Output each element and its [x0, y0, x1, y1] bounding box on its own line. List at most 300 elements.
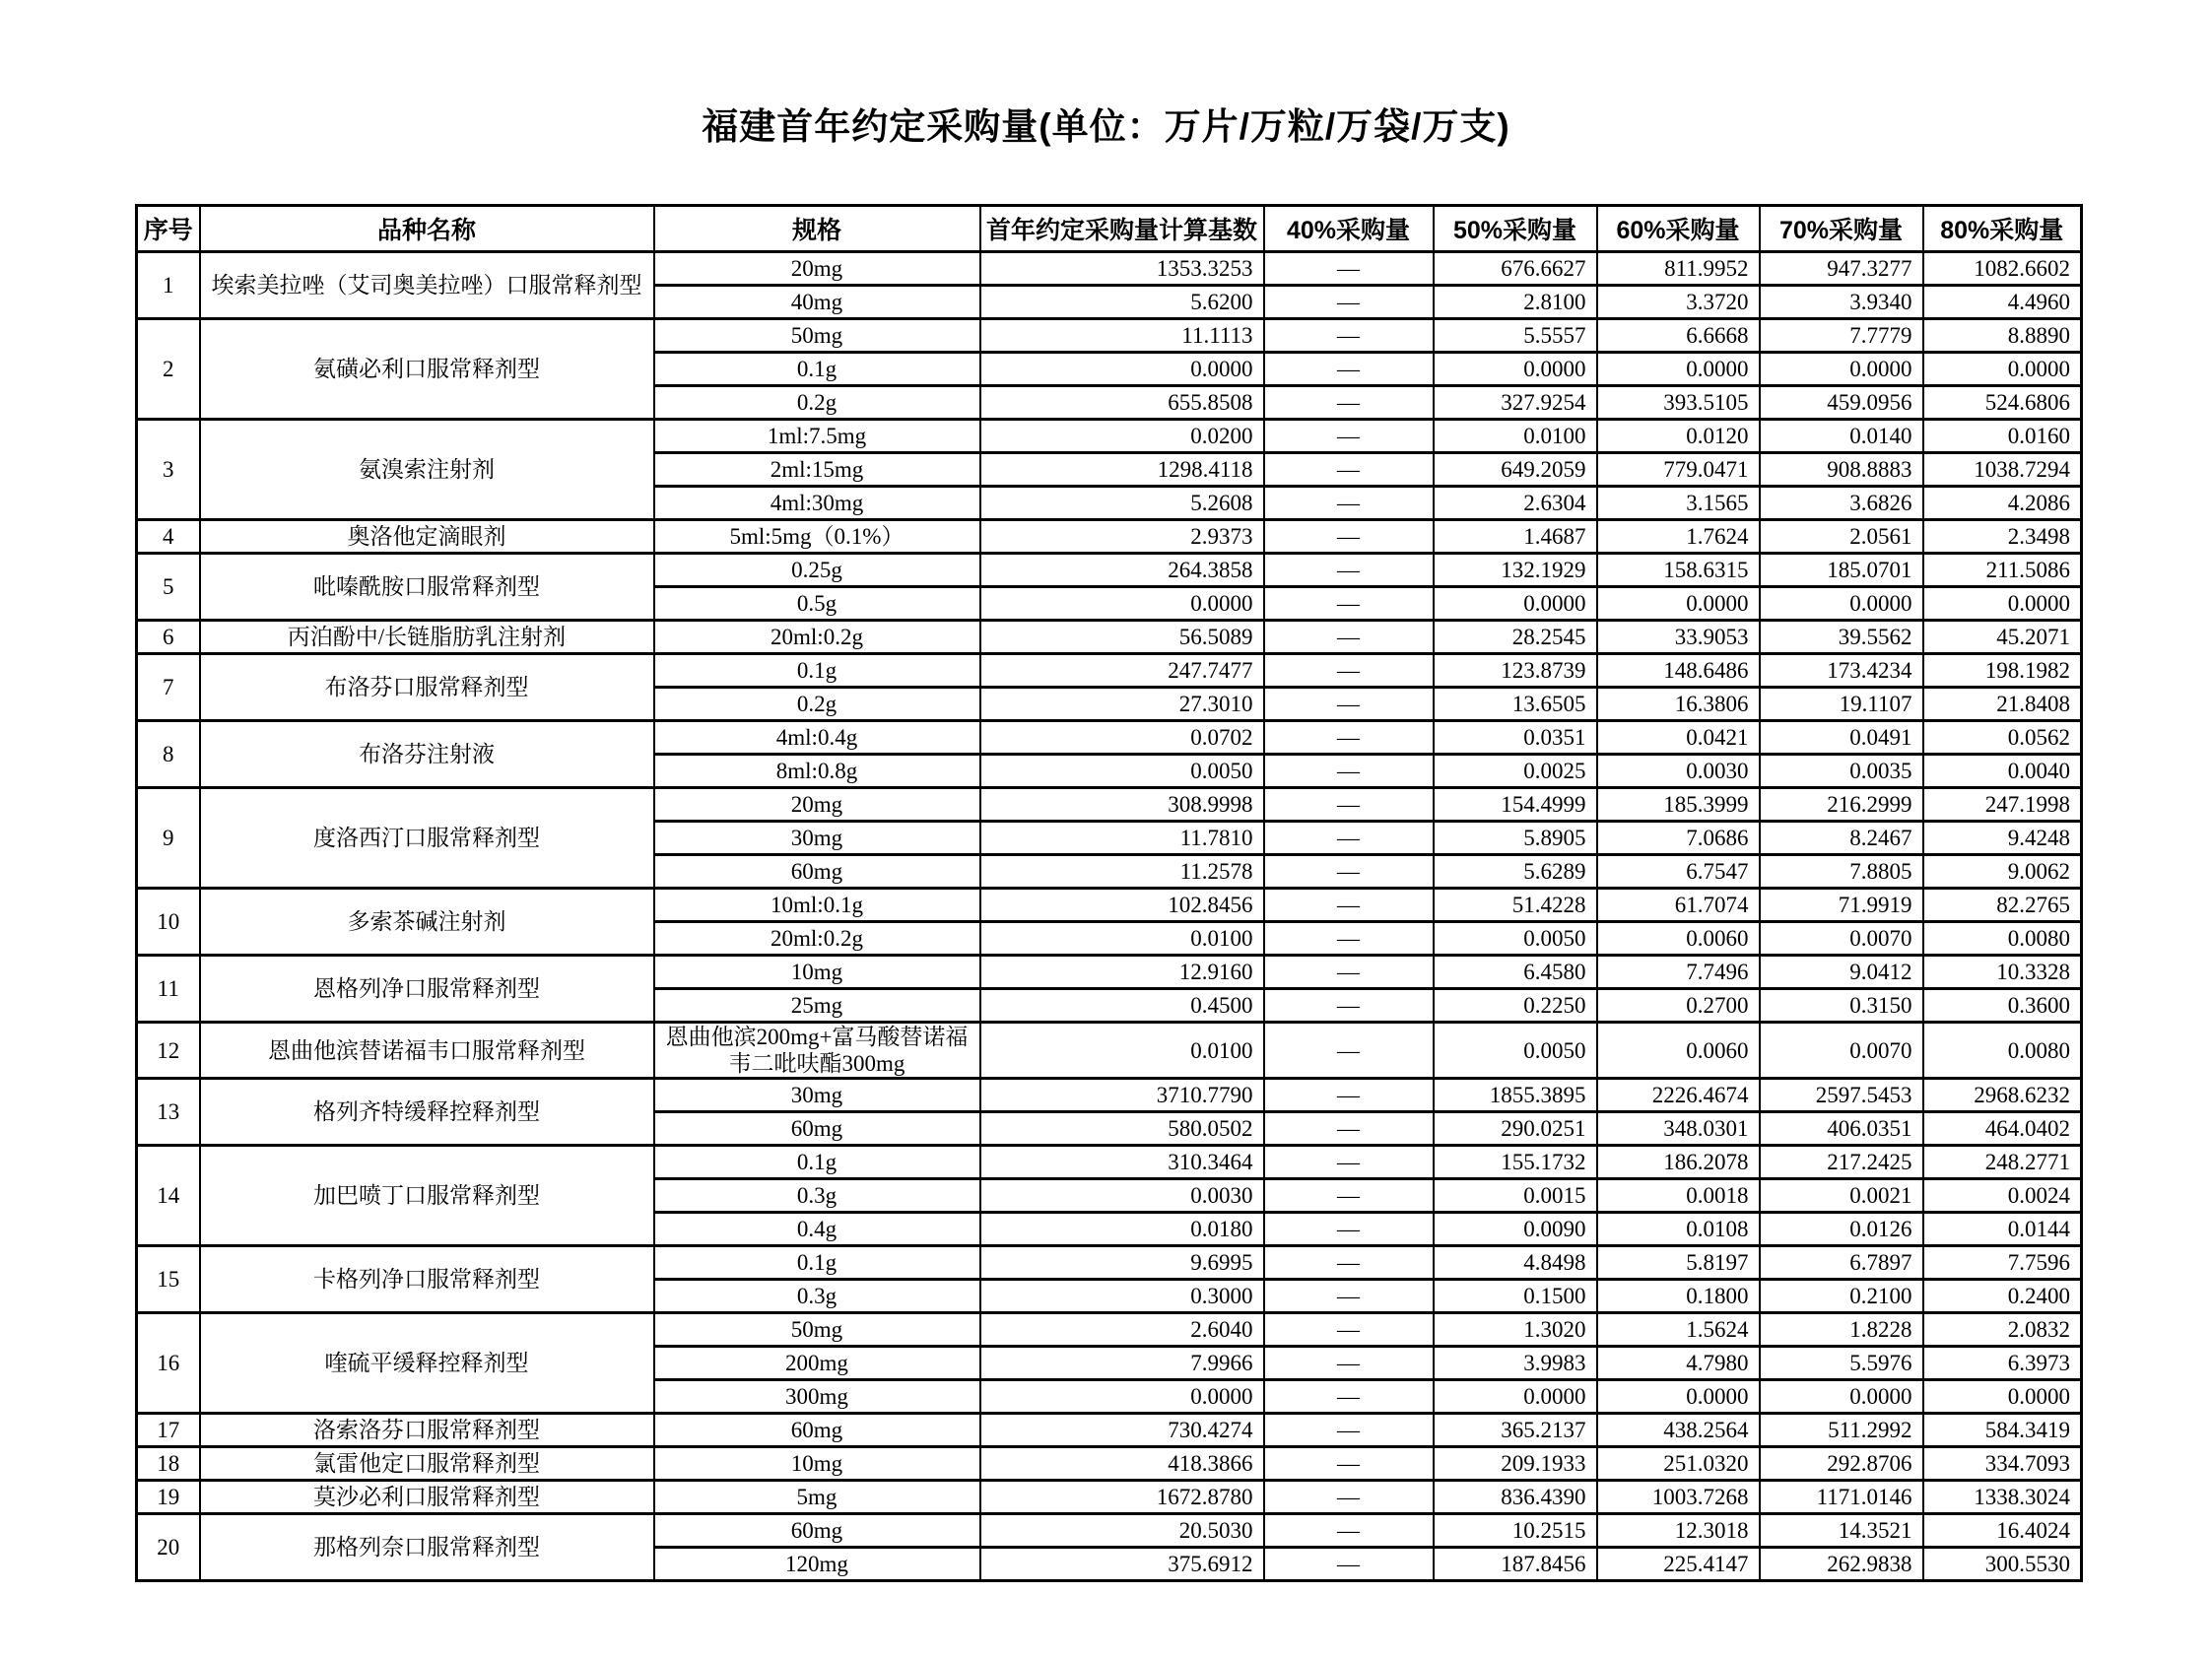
product-name: 恩曲他滨替诺福韦口服常释剂型: [200, 1023, 654, 1079]
pct50-cell: 28.2545: [1434, 621, 1597, 654]
pct60-cell: 0.0018: [1597, 1179, 1760, 1213]
base-quantity-cell: 0.0000: [980, 1380, 1264, 1414]
pct40-cell: —: [1264, 755, 1434, 788]
pct70-cell: 0.0000: [1760, 587, 1923, 621]
spec-cell: 20ml:0.2g: [654, 621, 980, 654]
base-quantity-cell: 5.2608: [980, 487, 1264, 520]
document-page: [0, 97, 2212, 1660]
spec-cell: 恩曲他滨200mg+富马酸替诺福韦二吡呋酯300mg: [654, 1023, 980, 1079]
pct50-cell: 5.5557: [1434, 319, 1597, 353]
spec-cell: 25mg: [654, 989, 980, 1023]
pct80-cell: 211.5086: [1923, 554, 2082, 587]
base-quantity-cell: 0.0050: [980, 755, 1264, 788]
pct70-cell: 947.3277: [1760, 252, 1923, 286]
page-title: 福建首年约定采购量(单位：万片/万粒/万袋/万支): [702, 106, 1510, 147]
pct80-cell: 0.0000: [1923, 353, 2082, 386]
pct50-cell: 51.4228: [1434, 889, 1597, 922]
row-index: 19: [137, 1481, 200, 1514]
pct40-cell: —: [1264, 520, 1434, 554]
pct40-cell: —: [1264, 252, 1434, 286]
base-quantity-cell: 11.7810: [980, 822, 1264, 855]
base-quantity-cell: 308.9998: [980, 788, 1264, 822]
spec-cell: 5mg: [654, 1481, 980, 1514]
base-quantity-cell: 11.2578: [980, 855, 1264, 889]
pct60-cell: 0.2700: [1597, 989, 1760, 1023]
row-index: 11: [137, 956, 200, 1023]
pct70-cell: 0.0140: [1760, 420, 1923, 453]
pct40-cell: —: [1264, 788, 1434, 822]
row-index: 7: [137, 654, 200, 721]
pct80-cell: 2.3498: [1923, 520, 2082, 554]
pct50-cell: 0.0100: [1434, 420, 1597, 453]
table-row: [137, 1023, 2082, 1079]
table-row: [137, 1146, 2082, 1179]
spec-cell: 10mg: [654, 1447, 980, 1481]
pct70-cell: 173.4234: [1760, 654, 1923, 688]
pct40-cell: —: [1264, 1079, 1434, 1112]
pct40-cell: —: [1264, 855, 1434, 889]
table-row: [137, 252, 2082, 286]
base-quantity-cell: 7.9966: [980, 1347, 1264, 1380]
pct40-cell: —: [1264, 453, 1434, 487]
table-body: [137, 252, 2082, 1581]
base-quantity-cell: 2.6040: [980, 1313, 1264, 1347]
column-header-60pct: 60%采购量: [1597, 206, 1760, 252]
pct60-cell: 0.0108: [1597, 1213, 1760, 1246]
product-name: 氨磺必利口服常释剂型: [200, 319, 654, 420]
product-name: 加巴喷丁口服常释剂型: [200, 1146, 654, 1246]
pct80-cell: 21.8408: [1923, 688, 2082, 721]
pct80-cell: 464.0402: [1923, 1112, 2082, 1146]
base-quantity-cell: 2.9373: [980, 520, 1264, 554]
pct40-cell: —: [1264, 922, 1434, 956]
base-quantity-cell: 580.0502: [980, 1112, 1264, 1146]
row-index: 15: [137, 1246, 200, 1313]
pct70-cell: 7.8805: [1760, 855, 1923, 889]
spec-cell: 60mg: [654, 855, 980, 889]
pct70-cell: 292.8706: [1760, 1447, 1923, 1481]
pct60-cell: 6.7547: [1597, 855, 1760, 889]
spec-cell: 0.1g: [654, 1246, 980, 1280]
pct60-cell: 393.5105: [1597, 386, 1760, 420]
pct50-cell: 132.1929: [1434, 554, 1597, 587]
pct70-cell: 0.3150: [1760, 989, 1923, 1023]
pct70-cell: 0.0000: [1760, 353, 1923, 386]
base-quantity-cell: 0.0100: [980, 922, 1264, 956]
row-index: 9: [137, 788, 200, 889]
row-index: 14: [137, 1146, 200, 1246]
table-row: [137, 1246, 2082, 1280]
pct50-cell: 0.0090: [1434, 1213, 1597, 1246]
pct40-cell: —: [1264, 1246, 1434, 1280]
pct80-cell: 82.2765: [1923, 889, 2082, 922]
pct70-cell: 6.7897: [1760, 1246, 1923, 1280]
pct60-cell: 0.0000: [1597, 587, 1760, 621]
pct60-cell: 61.7074: [1597, 889, 1760, 922]
base-quantity-cell: 0.3000: [980, 1280, 1264, 1313]
spec-cell: 0.2g: [654, 386, 980, 420]
pct50-cell: 836.4390: [1434, 1481, 1597, 1514]
pct50-cell: 0.0050: [1434, 1023, 1597, 1079]
pct80-cell: 0.2400: [1923, 1280, 2082, 1313]
pct80-cell: 16.4024: [1923, 1514, 2082, 1548]
pct80-cell: 7.7596: [1923, 1246, 2082, 1280]
row-index: 18: [137, 1447, 200, 1481]
pct40-cell: —: [1264, 1514, 1434, 1548]
pct50-cell: 0.0000: [1434, 1380, 1597, 1414]
base-quantity-cell: 0.4500: [980, 989, 1264, 1023]
pct50-cell: 0.0050: [1434, 922, 1597, 956]
pct70-cell: 217.2425: [1760, 1146, 1923, 1179]
base-quantity-cell: 1353.3253: [980, 252, 1264, 286]
pct80-cell: 45.2071: [1923, 621, 2082, 654]
spec-cell: 60mg: [654, 1514, 980, 1548]
product-name: 那格列奈口服常释剂型: [200, 1514, 654, 1581]
spec-cell: 0.1g: [654, 654, 980, 688]
pct60-cell: 0.0060: [1597, 922, 1760, 956]
pct80-cell: 1038.7294: [1923, 453, 2082, 487]
pct50-cell: 365.2137: [1434, 1414, 1597, 1447]
pct70-cell: 3.6826: [1760, 487, 1923, 520]
table-row: [137, 889, 2082, 922]
base-quantity-cell: 375.6912: [980, 1548, 1264, 1581]
pct80-cell: 198.1982: [1923, 654, 2082, 688]
pct40-cell: —: [1264, 822, 1434, 855]
pct50-cell: 0.2250: [1434, 989, 1597, 1023]
pct40-cell: —: [1264, 989, 1434, 1023]
pct60-cell: 185.3999: [1597, 788, 1760, 822]
pct60-cell: 148.6486: [1597, 654, 1760, 688]
pct70-cell: 511.2992: [1760, 1414, 1923, 1447]
pct50-cell: 0.0351: [1434, 721, 1597, 755]
base-quantity-cell: 9.6995: [980, 1246, 1264, 1280]
pct40-cell: —: [1264, 1414, 1434, 1447]
base-quantity-cell: 56.5089: [980, 621, 1264, 654]
pct70-cell: 9.0412: [1760, 956, 1923, 989]
pct40-cell: —: [1264, 1280, 1434, 1313]
column-header-70pct: 70%采购量: [1760, 206, 1923, 252]
spec-cell: 30mg: [654, 1079, 980, 1112]
product-name: 恩格列净口服常释剂型: [200, 956, 654, 1023]
pct40-cell: —: [1264, 721, 1434, 755]
product-name: 吡嗪酰胺口服常释剂型: [200, 554, 654, 621]
table-row: [137, 1481, 2082, 1514]
row-index: 10: [137, 889, 200, 956]
pct70-cell: 0.0000: [1760, 1380, 1923, 1414]
pct50-cell: 676.6627: [1434, 252, 1597, 286]
pct40-cell: —: [1264, 386, 1434, 420]
pct60-cell: 16.3806: [1597, 688, 1760, 721]
base-quantity-cell: 3710.7790: [980, 1079, 1264, 1112]
pct40-cell: —: [1264, 621, 1434, 654]
row-index: 12: [137, 1023, 200, 1079]
product-name: 布洛芬口服常释剂型: [200, 654, 654, 721]
spec-cell: 50mg: [654, 1313, 980, 1347]
pct50-cell: 0.0025: [1434, 755, 1597, 788]
table-row: [137, 1447, 2082, 1481]
pct60-cell: 1003.7268: [1597, 1481, 1760, 1514]
pct70-cell: 406.0351: [1760, 1112, 1923, 1146]
base-quantity-cell: 20.5030: [980, 1514, 1264, 1548]
row-index: 3: [137, 420, 200, 520]
pct80-cell: 0.0160: [1923, 420, 2082, 453]
pct40-cell: —: [1264, 420, 1434, 453]
pct70-cell: 5.5976: [1760, 1347, 1923, 1380]
pct60-cell: 1.5624: [1597, 1313, 1760, 1347]
pct70-cell: 459.0956: [1760, 386, 1923, 420]
base-quantity-cell: 0.0180: [980, 1213, 1264, 1246]
pct60-cell: 438.2564: [1597, 1414, 1760, 1447]
pct40-cell: —: [1264, 1023, 1434, 1079]
pct60-cell: 186.2078: [1597, 1146, 1760, 1179]
pct40-cell: —: [1264, 1481, 1434, 1514]
pct80-cell: 0.0000: [1923, 1380, 2082, 1414]
spec-cell: 60mg: [654, 1414, 980, 1447]
column-header-50pct: 50%采购量: [1434, 206, 1597, 252]
row-index: 16: [137, 1313, 200, 1414]
pct70-cell: 0.0491: [1760, 721, 1923, 755]
spec-cell: 8ml:0.8g: [654, 755, 980, 788]
spec-cell: 4ml:30mg: [654, 487, 980, 520]
pct70-cell: 0.0126: [1760, 1213, 1923, 1246]
pct40-cell: —: [1264, 1179, 1434, 1213]
table-row: [137, 654, 2082, 688]
pct80-cell: 0.0080: [1923, 1023, 2082, 1079]
pct60-cell: 158.6315: [1597, 554, 1760, 587]
pct60-cell: 0.0000: [1597, 1380, 1760, 1414]
pct70-cell: 71.9919: [1760, 889, 1923, 922]
row-index: 4: [137, 520, 200, 554]
pct50-cell: 5.6289: [1434, 855, 1597, 889]
base-quantity-cell: 27.3010: [980, 688, 1264, 721]
base-quantity-cell: 264.3858: [980, 554, 1264, 587]
base-quantity-cell: 5.6200: [980, 286, 1264, 319]
pct70-cell: 0.2100: [1760, 1280, 1923, 1313]
pct80-cell: 4.2086: [1923, 487, 2082, 520]
pct60-cell: 4.7980: [1597, 1347, 1760, 1380]
pct50-cell: 327.9254: [1434, 386, 1597, 420]
base-quantity-cell: 0.0702: [980, 721, 1264, 755]
base-quantity-cell: 12.9160: [980, 956, 1264, 989]
product-name: 丙泊酚中/长链脂肪乳注射剂: [200, 621, 654, 654]
spec-cell: 300mg: [654, 1380, 980, 1414]
spec-cell: 0.1g: [654, 353, 980, 386]
pct50-cell: 123.8739: [1434, 654, 1597, 688]
table-row: [137, 1313, 2082, 1347]
pct60-cell: 1.7624: [1597, 520, 1760, 554]
pct60-cell: 3.1565: [1597, 487, 1760, 520]
pct60-cell: 348.0301: [1597, 1112, 1760, 1146]
pct50-cell: 209.1933: [1434, 1447, 1597, 1481]
pct40-cell: —: [1264, 1447, 1434, 1481]
spec-cell: 10mg: [654, 956, 980, 989]
pct40-cell: —: [1264, 1347, 1434, 1380]
pct50-cell: 6.4580: [1434, 956, 1597, 989]
pct80-cell: 300.5530: [1923, 1548, 2082, 1581]
pct60-cell: 0.0030: [1597, 755, 1760, 788]
pct40-cell: —: [1264, 1112, 1434, 1146]
pct40-cell: —: [1264, 688, 1434, 721]
product-name: 格列齐特缓释控释剂型: [200, 1079, 654, 1146]
pct60-cell: 0.0000: [1597, 353, 1760, 386]
pct40-cell: —: [1264, 319, 1434, 353]
row-index: 8: [137, 721, 200, 788]
pct40-cell: —: [1264, 487, 1434, 520]
pct70-cell: 185.0701: [1760, 554, 1923, 587]
column-header-spec: 规格: [654, 206, 980, 252]
pct50-cell: 154.4999: [1434, 788, 1597, 822]
pct70-cell: 14.3521: [1760, 1514, 1923, 1548]
pct60-cell: 12.3018: [1597, 1514, 1760, 1548]
pct40-cell: —: [1264, 956, 1434, 989]
pct60-cell: 6.6668: [1597, 319, 1760, 353]
pct80-cell: 9.4248: [1923, 822, 2082, 855]
pct60-cell: 7.7496: [1597, 956, 1760, 989]
pct60-cell: 2226.4674: [1597, 1079, 1760, 1112]
spec-cell: 0.3g: [654, 1280, 980, 1313]
product-name: 度洛西汀口服常释剂型: [200, 788, 654, 889]
pct80-cell: 9.0062: [1923, 855, 2082, 889]
spec-cell: 20mg: [654, 252, 980, 286]
pct70-cell: 3.9340: [1760, 286, 1923, 319]
table-row: [137, 1414, 2082, 1447]
pct70-cell: 7.7779: [1760, 319, 1923, 353]
pct70-cell: 0.0035: [1760, 755, 1923, 788]
base-quantity-cell: 730.4274: [980, 1414, 1264, 1447]
product-name: 布洛芬注射液: [200, 721, 654, 788]
pct40-cell: —: [1264, 587, 1434, 621]
pct50-cell: 1.4687: [1434, 520, 1597, 554]
pct80-cell: 8.8890: [1923, 319, 2082, 353]
spec-cell: 0.2g: [654, 688, 980, 721]
spec-cell: 5ml:5mg（0.1%）: [654, 520, 980, 554]
column-header-80pct: 80%采购量: [1923, 206, 2082, 252]
row-index: 5: [137, 554, 200, 621]
product-name: 多索茶碱注射剂: [200, 889, 654, 956]
table-row: [137, 1079, 2082, 1112]
pct50-cell: 0.0000: [1434, 587, 1597, 621]
pct50-cell: 10.2515: [1434, 1514, 1597, 1548]
pct80-cell: 1082.6602: [1923, 252, 2082, 286]
pct60-cell: 3.3720: [1597, 286, 1760, 319]
product-name: 埃索美拉唑（艾司奥美拉唑）口服常释剂型: [200, 252, 654, 319]
pct80-cell: 334.7093: [1923, 1447, 2082, 1481]
pct50-cell: 187.8456: [1434, 1548, 1597, 1581]
pct70-cell: 1171.0146: [1760, 1481, 1923, 1514]
product-name: 喹硫平缓释控释剂型: [200, 1313, 654, 1414]
pct60-cell: 225.4147: [1597, 1548, 1760, 1581]
pct80-cell: 247.1998: [1923, 788, 2082, 822]
pct60-cell: 251.0320: [1597, 1447, 1760, 1481]
pct80-cell: 0.0144: [1923, 1213, 2082, 1246]
pct70-cell: 1.8228: [1760, 1313, 1923, 1347]
pct40-cell: —: [1264, 1213, 1434, 1246]
row-index: 2: [137, 319, 200, 420]
pct80-cell: 0.0000: [1923, 587, 2082, 621]
pct50-cell: 3.9983: [1434, 1347, 1597, 1380]
product-name: 卡格列净口服常释剂型: [200, 1246, 654, 1313]
pct80-cell: 1338.3024: [1923, 1481, 2082, 1514]
pct70-cell: 0.0070: [1760, 1023, 1923, 1079]
pct70-cell: 2597.5453: [1760, 1079, 1923, 1112]
pct50-cell: 1855.3895: [1434, 1079, 1597, 1112]
base-quantity-cell: 11.1113: [980, 319, 1264, 353]
pct80-cell: 0.0024: [1923, 1179, 2082, 1213]
pct70-cell: 908.8883: [1760, 453, 1923, 487]
column-header-index: 序号: [137, 206, 200, 252]
base-quantity-cell: 0.0000: [980, 587, 1264, 621]
column-header-40pct: 40%采购量: [1264, 206, 1434, 252]
spec-cell: 0.3g: [654, 1179, 980, 1213]
table-row: [137, 956, 2082, 989]
product-name: 氨溴索注射剂: [200, 420, 654, 520]
pct80-cell: 6.3973: [1923, 1347, 2082, 1380]
pct50-cell: 4.8498: [1434, 1246, 1597, 1280]
pct80-cell: 0.3600: [1923, 989, 2082, 1023]
pct40-cell: —: [1264, 1313, 1434, 1347]
pct40-cell: —: [1264, 286, 1434, 319]
table-row: [137, 721, 2082, 755]
pct80-cell: 0.0080: [1923, 922, 2082, 956]
pct50-cell: 0.0015: [1434, 1179, 1597, 1213]
pct60-cell: 0.0421: [1597, 721, 1760, 755]
pct50-cell: 0.0000: [1434, 353, 1597, 386]
pct60-cell: 811.9952: [1597, 252, 1760, 286]
pct70-cell: 19.1107: [1760, 688, 1923, 721]
spec-cell: 120mg: [654, 1548, 980, 1581]
pct50-cell: 13.6505: [1434, 688, 1597, 721]
spec-cell: 30mg: [654, 822, 980, 855]
table-row: [137, 1514, 2082, 1548]
pct80-cell: 2.0832: [1923, 1313, 2082, 1347]
table-row: [137, 554, 2082, 587]
spec-cell: 200mg: [654, 1347, 980, 1380]
base-quantity-cell: 247.7477: [980, 654, 1264, 688]
pct40-cell: —: [1264, 654, 1434, 688]
base-quantity-cell: 418.3866: [980, 1447, 1264, 1481]
pct70-cell: 0.0070: [1760, 922, 1923, 956]
product-name: 氯雷他定口服常释剂型: [200, 1447, 654, 1481]
pct70-cell: 262.9838: [1760, 1548, 1923, 1581]
pct70-cell: 216.2999: [1760, 788, 1923, 822]
pct80-cell: 0.0562: [1923, 721, 2082, 755]
pct60-cell: 0.0060: [1597, 1023, 1760, 1079]
pct40-cell: —: [1264, 1146, 1434, 1179]
pct70-cell: 2.0561: [1760, 520, 1923, 554]
base-quantity-cell: 0.0100: [980, 1023, 1264, 1079]
pct60-cell: 7.0686: [1597, 822, 1760, 855]
pct80-cell: 524.6806: [1923, 386, 2082, 420]
row-index: 13: [137, 1079, 200, 1146]
product-name: 洛索洛芬口服常释剂型: [200, 1414, 654, 1447]
base-quantity-cell: 1672.8780: [980, 1481, 1264, 1514]
pct50-cell: 649.2059: [1434, 453, 1597, 487]
spec-cell: 2ml:15mg: [654, 453, 980, 487]
pct50-cell: 1.3020: [1434, 1313, 1597, 1347]
base-quantity-cell: 0.0200: [980, 420, 1264, 453]
pct40-cell: —: [1264, 889, 1434, 922]
pct80-cell: 4.4960: [1923, 286, 2082, 319]
pct80-cell: 248.2771: [1923, 1146, 2082, 1179]
base-quantity-cell: 0.0000: [980, 353, 1264, 386]
pct70-cell: 39.5562: [1760, 621, 1923, 654]
pct70-cell: 0.0021: [1760, 1179, 1923, 1213]
spec-cell: 1ml:7.5mg: [654, 420, 980, 453]
row-index: 1: [137, 252, 200, 319]
row-index: 17: [137, 1414, 200, 1447]
pct40-cell: —: [1264, 554, 1434, 587]
table-row: [137, 420, 2082, 453]
